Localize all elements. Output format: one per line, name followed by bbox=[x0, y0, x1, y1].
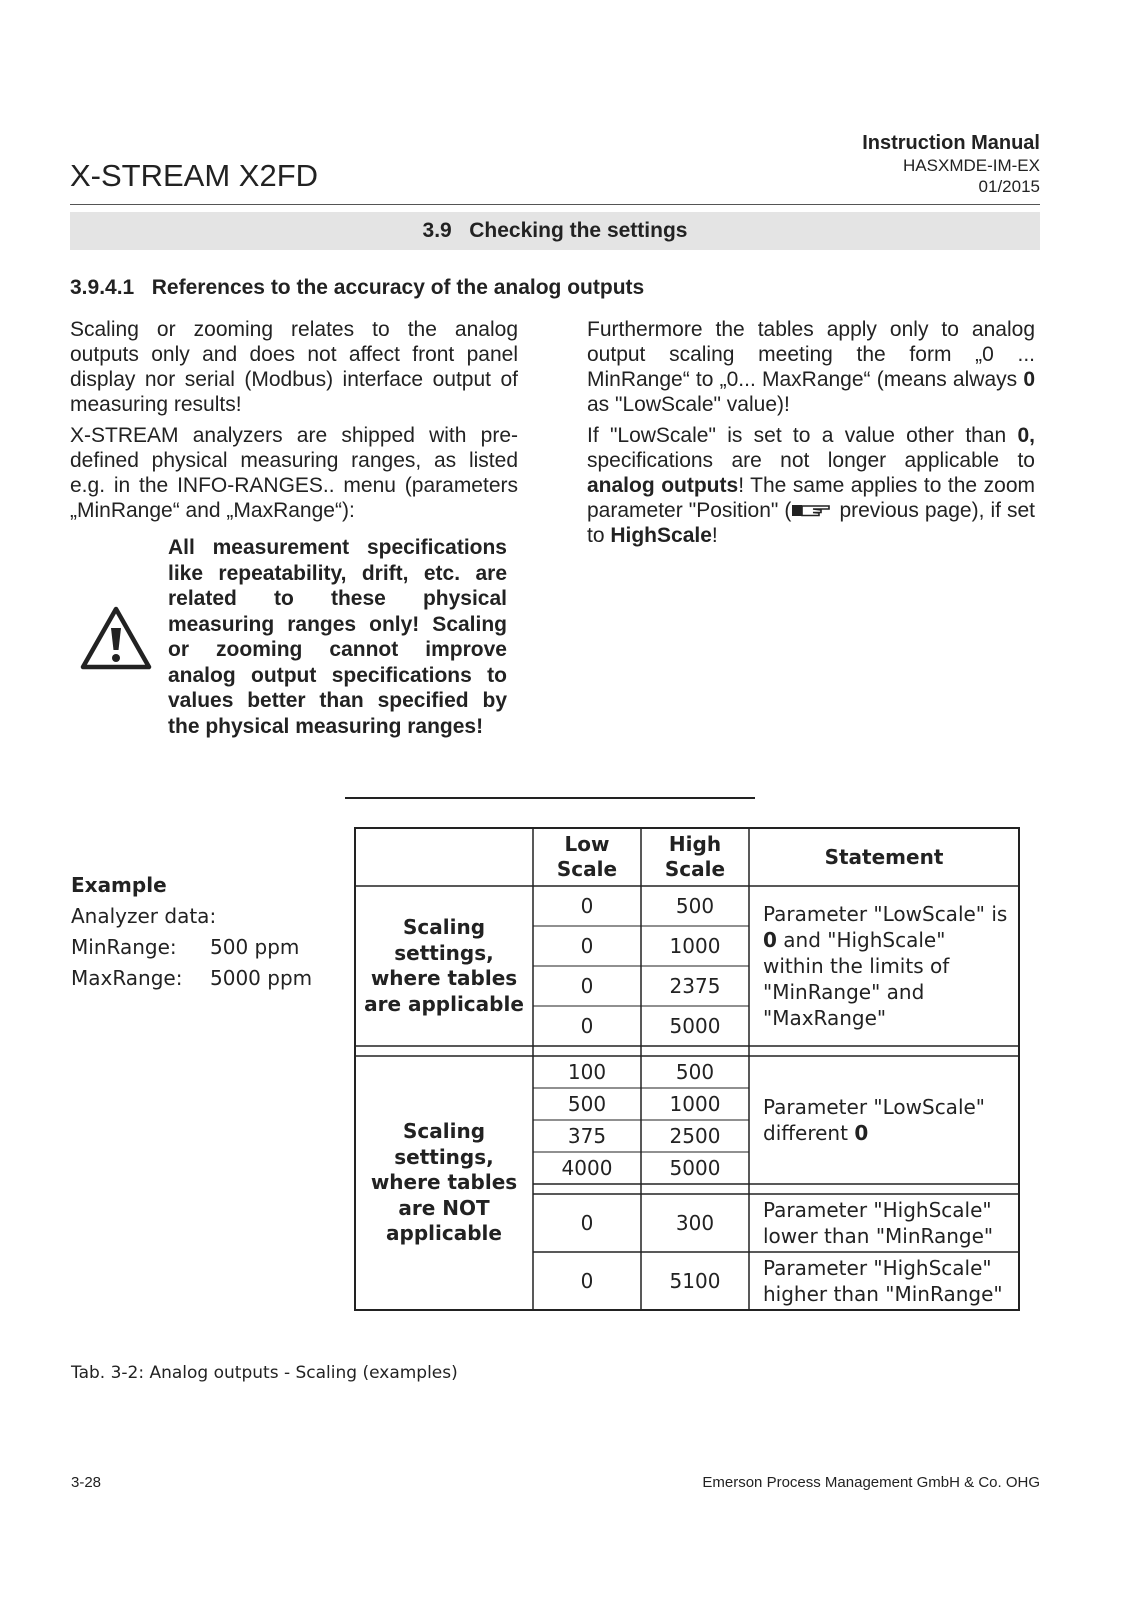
right-column bbox=[587, 317, 1035, 554]
section-number: 3.9 bbox=[422, 219, 452, 242]
table-cell-low: 500 bbox=[567, 1092, 607, 1116]
group1-statement: Parameter "LowScale" is 0 and "HighScale" within the limits of "MinRange" and "MaxRange" bbox=[763, 902, 1008, 1030]
table-cell-low: 0 bbox=[580, 1269, 594, 1293]
header-rule bbox=[70, 204, 1040, 205]
header-info bbox=[862, 132, 1040, 197]
table-cell-low: 4000 bbox=[561, 1156, 613, 1180]
table-cell-low: 0 bbox=[580, 934, 594, 958]
warning-icon bbox=[80, 606, 152, 670]
section-heading bbox=[70, 212, 1040, 250]
header-high-scale: High Scale bbox=[664, 832, 726, 881]
group3-statement-lower: Parameter "HighScale" lower than "MinRange" bbox=[763, 1198, 994, 1248]
table-cell-high: 5100 bbox=[669, 1269, 721, 1293]
header-low-scale: Low Scale bbox=[556, 832, 618, 881]
subsection-title: References to the accuracy of the analog outputs bbox=[151, 276, 645, 299]
doc-date: 01/2015 bbox=[978, 177, 1040, 196]
left-column bbox=[70, 317, 518, 529]
page-number: 3-28 bbox=[71, 1474, 102, 1491]
table-cell-low: 0 bbox=[580, 1014, 594, 1038]
table-cell-low: 0 bbox=[580, 1211, 594, 1235]
example-minrange: MinRange: 500 ppm bbox=[71, 935, 300, 959]
table-cell-low: 375 bbox=[567, 1124, 607, 1148]
group3-statement-higher: Parameter "HighScale" higher than "MinRange" bbox=[763, 1256, 1003, 1306]
paragraph-lowscale: If "LowScale" is set to a value other than 0, specifications are not longer applicable to analog outputs! The same applies to the zoom parameter "Position" ( previous page), if set to HighScale! bbox=[587, 424, 1035, 547]
manual-label: Instruction Manual bbox=[862, 132, 1040, 154]
paragraph-tables-apply: Furthermore the tables apply only to analog output scaling meeting the form „0 ... MinRange“ to „0... MaxRange“ (means always 0 as "LowScale" value)! bbox=[587, 318, 1035, 416]
example-title: Example bbox=[71, 873, 167, 897]
example-maxrange: MaxRange: 5000 ppm bbox=[71, 966, 313, 990]
doc-code: HASXMDE-IM-EX bbox=[903, 156, 1040, 175]
table-cell-high: 2375 bbox=[669, 974, 721, 998]
example-analyzer-data: Analyzer data: bbox=[71, 904, 217, 928]
table-cell-high: 1000 bbox=[669, 1092, 721, 1116]
pointing-hand-icon bbox=[791, 502, 833, 518]
table-cell-low: 100 bbox=[567, 1060, 607, 1084]
table-cell-low: 0 bbox=[580, 894, 594, 918]
table-cell-high: 5000 bbox=[669, 1014, 721, 1038]
group2-label: Scaling settings, where tables are NOT applicable bbox=[370, 1119, 518, 1246]
separator-rule bbox=[345, 797, 755, 799]
group2-statement: Parameter "LowScale" different 0 bbox=[763, 1095, 986, 1145]
subsection-heading bbox=[70, 276, 644, 300]
group1-label: Scaling settings, where tables are applicable bbox=[364, 915, 524, 1016]
table-cell-high: 500 bbox=[675, 894, 715, 918]
document-title: X-STREAM X2FD bbox=[70, 158, 319, 193]
warning-text: All measurement specifications like repeatability, drift, etc. are related to these physical measuring ranges only! Scaling or zooming cannot improve analog output specifications to values better than specified by the physical measuring ranges! bbox=[168, 536, 507, 738]
paragraph-scaling: Scaling or zooming relates to the analog outputs only and does not affect front panel display nor serial (Modbus) interface output of measuring results! bbox=[70, 318, 518, 416]
header-statement: Statement bbox=[824, 845, 944, 869]
table-cell-high: 5000 bbox=[669, 1156, 721, 1180]
table-cell-high: 1000 bbox=[669, 934, 721, 958]
subsection-number: 3.9.4.1 bbox=[70, 276, 135, 299]
table-cell-high: 300 bbox=[675, 1211, 715, 1235]
paragraph-ranges: X-STREAM analyzers are shipped with pre-defined physical measuring ranges, as listed e.g. in the INFO-RANGES.. menu (parameters „MinRange“ and „MaxRange“): bbox=[70, 424, 518, 522]
table-cell-high: 2500 bbox=[669, 1124, 721, 1148]
section-title: Checking the settings bbox=[469, 219, 688, 242]
company-name: Emerson Process Management GmbH & Co. OHG bbox=[702, 1474, 1040, 1491]
table-cell-low: 0 bbox=[580, 974, 594, 998]
table-cell-high: 500 bbox=[675, 1060, 715, 1084]
table-caption: Tab. 3-2: Analog outputs - Scaling (examples) bbox=[71, 1363, 458, 1383]
